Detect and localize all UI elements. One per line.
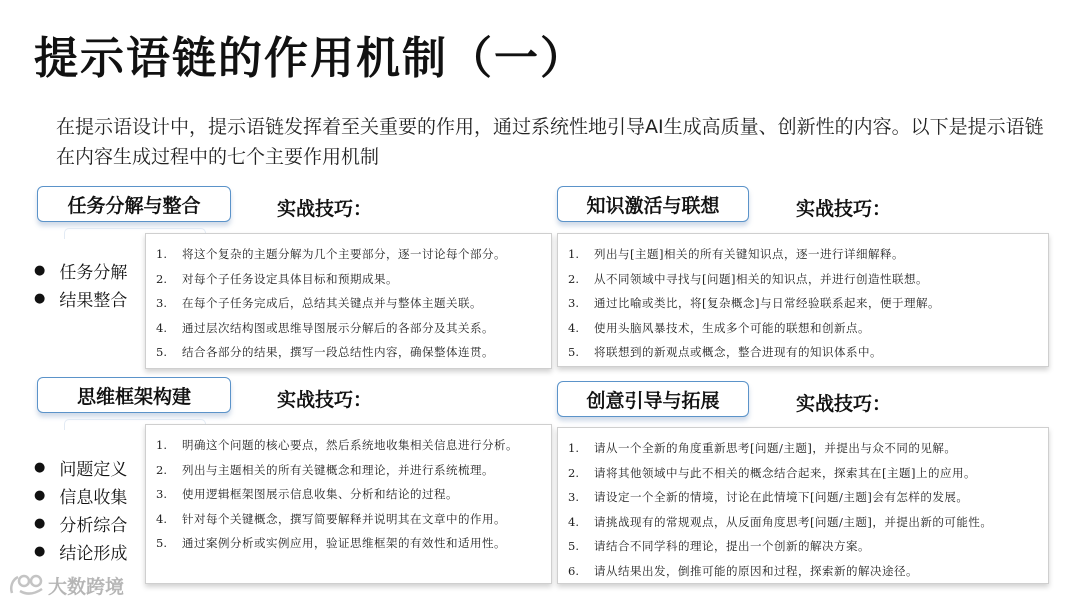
tip-number: 2. [568, 465, 579, 480]
tip-number: 4. [568, 514, 579, 529]
bullet-item [34, 453, 127, 481]
tip-item [568, 242, 1040, 267]
bullet-label: 问题定义 [59, 459, 128, 480]
tip-text: 从不同领域中寻找与[问题]相关的知识点，并进行创造性联想。 [594, 271, 928, 286]
tips-box-creative [557, 427, 1049, 584]
tip-item [156, 458, 543, 483]
bullet-dot-icon: ● [34, 459, 46, 475]
tip-number: 5. [156, 345, 167, 359]
tips-list [156, 242, 543, 365]
tip-item [156, 316, 543, 341]
tip-text: 将这个复杂的主题分解为几个主要部分，逐一讨论每个部分。 [182, 247, 506, 261]
tip-number: 4. [156, 511, 167, 526]
tip-item [568, 559, 1040, 584]
bullet-dot-icon: ● [34, 515, 46, 531]
section-tag-knowledge-activation: 知识激活与联想 [557, 186, 749, 222]
bullet-item [34, 537, 127, 565]
tip-text: 在每个子任务完成后，总结其关键点并与整体主题关联。 [182, 296, 482, 310]
tip-number: 3. [568, 490, 579, 504]
tips-heading: 实战技巧： [796, 198, 892, 220]
tip-item [156, 507, 543, 532]
tip-text: 针对每个关键概念，撰写简要解释并说明其在文章中的作用。 [182, 511, 506, 526]
bullet-list-framework [34, 453, 127, 565]
bullet-dot-icon: ● [34, 487, 46, 503]
tip-text: 通过案例分析或实例应用，验证思维框架的有效性和适用性。 [182, 536, 506, 550]
bullet-item [34, 509, 127, 537]
tip-number: 3. [156, 296, 167, 310]
tip-number: 3. [568, 296, 579, 310]
tip-number: 2. [156, 271, 167, 286]
tips-list [568, 242, 1040, 365]
tips-list [156, 433, 543, 556]
tip-item [156, 242, 543, 267]
tip-number: 4. [156, 320, 167, 335]
tips-box-framework [145, 424, 552, 584]
tip-number: 2. [156, 462, 167, 477]
bullet-label: 分析综合 [59, 515, 128, 536]
tip-text: 列出与[主题]相关的所有关键知识点，逐一进行详细解释。 [594, 247, 904, 261]
tip-item [156, 531, 543, 556]
tip-number: 5. [568, 345, 579, 359]
tip-number: 3. [156, 487, 167, 501]
brand-logo-icon [8, 571, 48, 599]
tip-text: 通过层次结构图或思维导图展示分解后的各部分及其关系。 [182, 320, 494, 335]
tip-item [156, 482, 543, 507]
tip-text: 请从一个全新的角度重新思考[问题/主题]，并提出与众不同的见解。 [594, 441, 957, 455]
tip-item [568, 316, 1040, 341]
section-tag-creative-guidance: 创意引导与拓展 [557, 381, 749, 417]
bullet-item [34, 256, 127, 284]
bullet-item [34, 481, 127, 509]
tip-text: 请将其他领域中与此不相关的概念结合起来，探索其在[主题]上的应用。 [594, 465, 976, 480]
tip-text: 通过比喻或类比，将[复杂概念]与日常经验联系起来，便于理解。 [594, 296, 940, 310]
tip-item [156, 433, 543, 458]
tips-heading: 实战技巧： [277, 198, 373, 220]
tip-item [568, 510, 1040, 535]
bullet-dot-icon: ● [34, 290, 46, 306]
tip-item [568, 436, 1040, 461]
tip-number: 1. [568, 247, 579, 261]
section-tag-thinking-framework: 思维框架构建 [37, 377, 231, 413]
tip-text: 请挑战现有的常规观点，从反面角度思考[问题/主题]，并提出新的可能性。 [594, 514, 993, 529]
tip-item [568, 291, 1040, 316]
tips-box-knowledge [557, 233, 1049, 367]
tip-text: 使用逻辑框架图展示信息收集、分析和结论的过程。 [182, 487, 458, 501]
bullet-dot-icon: ● [34, 543, 46, 559]
tip-item [568, 485, 1040, 510]
bullet-label: 任务分解 [59, 262, 128, 283]
tips-box-task [145, 233, 552, 369]
tips-heading: 实战技巧： [796, 393, 892, 415]
tip-item [156, 340, 543, 365]
bullet-label: 结果整合 [59, 290, 128, 311]
tip-text: 请结合不同学科的理论，提出一个创新的解决方案。 [594, 539, 870, 553]
tip-text: 请从结果出发，倒推可能的原因和过程，探索新的解决途径。 [594, 563, 918, 578]
tip-number: 6. [568, 563, 579, 578]
bullet-label: 信息收集 [59, 487, 128, 508]
tip-item [156, 267, 543, 292]
tip-text: 明确这个问题的核心要点，然后系统地收集相关信息进行分析。 [182, 438, 518, 452]
tip-item [568, 534, 1040, 559]
tip-text: 列出与主题相关的所有关键概念和理论，并进行系统梳理。 [182, 462, 494, 477]
tip-number: 2. [568, 271, 579, 286]
tip-item [568, 340, 1040, 365]
tip-number: 1. [156, 247, 167, 261]
bullet-label: 结论形成 [59, 543, 128, 564]
page-title: 提示语链的作用机制（一） [34, 33, 586, 84]
tip-number: 5. [568, 539, 579, 553]
tip-number: 5. [156, 536, 167, 550]
tip-text: 使用头脑风暴技术，生成多个可能的联想和创新点。 [594, 320, 870, 335]
bullet-dot-icon: ● [34, 262, 46, 278]
bullet-list-task [34, 256, 127, 312]
tip-number: 1. [156, 438, 167, 452]
tip-number: 1. [568, 441, 579, 455]
tip-text: 对每个子任务设定具体目标和预期成果。 [182, 271, 398, 286]
bullet-item [34, 284, 127, 312]
brand-watermark [8, 571, 124, 599]
intro-paragraph: 在提示语设计中，提示语链发挥着至关重要的作用，通过系统性地引导AI生成高质量、创新性的内容。以下是提示语链在内容生成过程中的七个主要作用机制 [56, 116, 1044, 168]
tip-number: 4. [568, 320, 579, 335]
tip-item [156, 291, 543, 316]
brand-logo-text: 大数跨境 [48, 575, 125, 598]
tip-text: 结合各部分的结果，撰写一段总结性内容，确保整体连贯。 [182, 345, 494, 359]
tips-heading: 实战技巧： [277, 389, 373, 411]
tip-item [568, 267, 1040, 292]
tip-text: 将联想到的新观点或概念，整合进现有的知识体系中。 [594, 345, 882, 359]
tips-list [568, 436, 1040, 583]
section-tag-task-decomposition: 任务分解与整合 [37, 186, 231, 222]
tip-text: 请设定一个全新的情境，讨论在此情境下[问题/主题]会有怎样的发展。 [594, 490, 969, 504]
tip-item [568, 461, 1040, 486]
